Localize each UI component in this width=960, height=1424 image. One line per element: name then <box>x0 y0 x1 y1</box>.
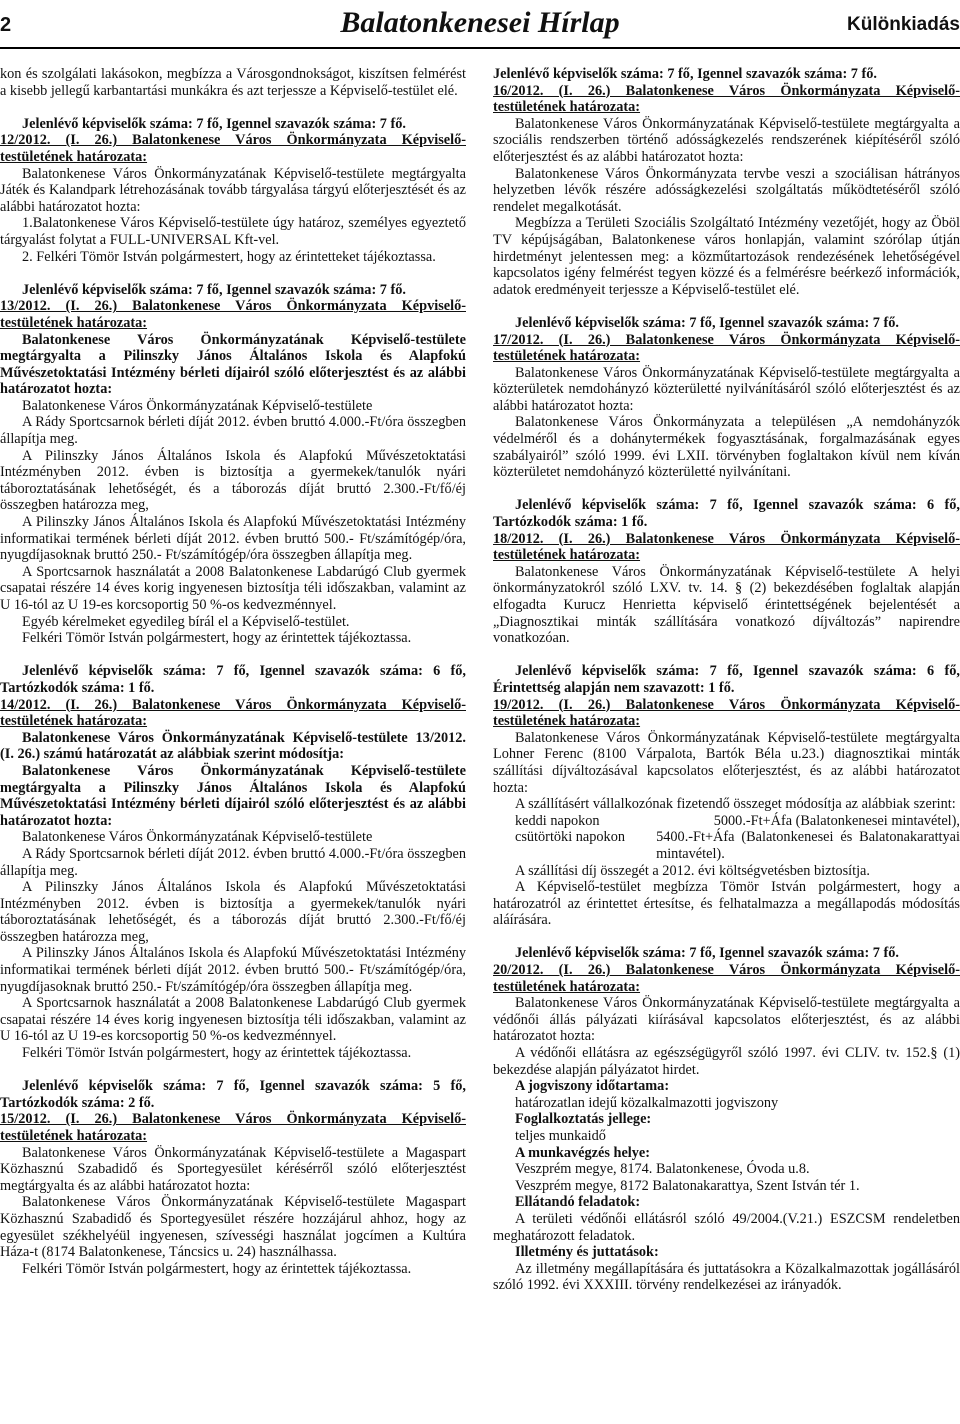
attendance-line: Jelenlévő képviselők száma: 7 fő, Igennel szavazók száma: 6 fő, Tartózkodók száma: 1 fő. <box>0 663 466 696</box>
paragraph: Balatonkenese Város Önkormányzatának Képviselő-testülete a Magaspart Közhasznú Szabadidő és Sportegyesület kérésérről szóló előterjesztést megtárgyalta és az alábbi határozatot hozta: <box>0 1144 466 1194</box>
attendance-line: Jelenlévő képviselők száma: 7 fő, Igennel szavazók száma: 7 fő. <box>22 115 406 132</box>
page-header <box>0 0 960 50</box>
paragraph: A Pilinszky János Általános Iskola és Alapfokú Művészetoktatási Intézményben 2012. évben is biztosítja a gyermekek/tanulók nyári táboroztatásának lehetőségét, és a táborozás díját bruttó 2.300.-Ft/fő/éj összegben határozza meg, <box>0 447 466 514</box>
paragraph: Balatonkenese Város Önkormányzatának Képviselő-testülete megtárgyalta Játék és Kalandpark létrehozásának tovább tárgyalása tárgyú előterjesztését és az alábbi határozatot hozta: <box>0 165 466 215</box>
resolution-number: 13/2012. (I. 26.) Balatonkenese Város Önkormányzata Képviselő-testületének határozata: <box>0 298 466 331</box>
left-column <box>0 66 466 1277</box>
resolution-number: 14/2012. (I. 26.) Balatonkenese Város Önkormányzata Képviselő-testületének határozata: <box>0 696 466 730</box>
price-row-label: csütörtöki napokon <box>515 829 625 846</box>
paragraph: A Sportcsarnok használatát a 2008 Balatonkenese Labdarúgó Club gyermek csapatai részére 14 éves korig ingyenesen biztosítja téli időszakban, valamint az U 16-tól az U 19-es korcsoportig 50 %-os kedvezménnyel. <box>0 995 466 1045</box>
subheading: Ellátandó feladatok: <box>515 1194 641 1211</box>
paragraph: A Pilinszky János Általános Iskola és Alapfokú Művészetoktatási Intézmény informatikai termének bérleti díját 2012. évben bruttó 500.- Ft/számítógép/óra, nyugdíjasoknak bruttó 250.- Ft/számítógép/óra összegben állapítja meg. <box>0 945 466 995</box>
header-rule <box>0 47 960 49</box>
paragraph: kon és szolgálati lakásokon, megbízza a Városgondnokságot, kiszítsen felmérést a kisebb jellegű karbantartási munkákra és azt terjessze a Képviselő-testület elé. <box>0 66 466 99</box>
paragraph: A területi védőnői ellátásról szóló 49/2004.(V.21.) ESZCSM rendeletben meghatározott feladatok. <box>493 1210 960 1244</box>
paragraph: teljes munkaidő <box>515 1128 606 1144</box>
paragraph: Az illetmény megállapítására és juttatásokra a Közalkalmazottak jogállásáról szóló 1992. évi XXXIII. törvény rendelkezései az irányadók. <box>493 1260 960 1294</box>
section-label: Különkiadás <box>847 14 960 35</box>
paragraph: A Pilinszky János Általános Iskola és Alapfokú Művészetoktatási Intézményben 2012. évben is biztosítja a gyermekek/tanulók nyári táboroztatásának lehetőségét, és a táborozás díját bruttó 2.300.-Ft/fő/éj összegben határozza meg, <box>0 879 466 945</box>
paragraph: Balatonkenese Város Önkormányzatának Képviselő-testülete megtárgyalta a Pilinszky János Általános Iskola és Alapfokú Művészetoktatási Intézmény bérleti díjairól szóló előterjesztést és az alábbi határozatot hozta: <box>0 331 466 398</box>
paragraph: Balatonkenese Város Önkormányzatának Képviselő-testülete megtárgyalta a védőnői állás pályázati kiírásával kapcsolatos előterjesztést, és az alábbi határozatot hozta: <box>493 995 960 1045</box>
paragraph: Balatonkenese Város Önkormányzatának Képviselő-testülete Magaspart Közhasznú Szabadidő és Sportegyesület részére hozzájárul ahhoz, hogy az egyesület székhelyéül ingyenesen, szívességi használat jogcímen a Kultúra Háza-t (8174 Balatonkenese, Táncsics u. 24) használhassa. <box>0 1194 466 1261</box>
paragraph: Balatonkenese Város Önkormányzatának Képviselő-testülete megtárgyalta a Pilinszky János Általános Iskola és Alapfokú Művészetoktatási Intézmény bérleti díjairól szóló előterjesztést és az alábbi határozatot hozta: <box>0 762 466 829</box>
paragraph: Balatonkenese Város Önkormányzatának Képviselő-testülete megtárgyalta a szociális rendszerben történő adósságkezelés rendszerének kiépítéséről szóló előterjesztést és az alábbi határozatot hozta: <box>493 115 960 165</box>
subheading: A munkavégzés helye: <box>515 1144 651 1161</box>
attendance-line: Jelenlévő képviselők száma: 7 fő, Igennel szavazók száma: 7 fő. <box>22 281 406 298</box>
newspaper-title: Balatonkenesei Hírlap <box>340 6 620 39</box>
paragraph: 2. Felkéri Tömör István polgármestert, hogy az érintetteket tájékoztassa. <box>22 248 436 265</box>
attendance-line: Jelenlévő képviselők száma: 7 fő, Igennel szavazók száma: 6 fő, Tartózkodók száma: 1 fő. <box>493 497 960 531</box>
price-row <box>493 813 960 830</box>
paragraph: Balatonkenese Város Önkormányzata tervbe veszi a szociálisan hátrányos helyzetben lévők részére adósságkezelési szolgáltatás működtetéséről szóló rendelet megalkotását. <box>493 165 960 215</box>
paragraph: Balatonkenese Város Önkormányzatának Képviselő-testülete 13/2012. (I. 26.) számú határozatát az alábbiak szerint módosítja: <box>0 729 466 763</box>
attendance-line: Jelenlévő képviselők száma: 7 fő, Igennel szavazók száma: 7 fő. <box>493 66 877 82</box>
paragraph: A Képviselő-testület megbízza Tömör István polgármestert, hogy a határozatról az érintettet értesítse, és felhatalmazza a megállapodás módosítás aláírására. <box>493 879 960 929</box>
paragraph: A Sportcsarnok használatát a 2008 Balatonkenese Labdarúgó Club gyermek csapatai részére 14 éves korig ingyenesen biztosítja téli időszakban, valamint az U 16-tól az U 19-es korcsoportig 50 %-os kedvezménnyel. <box>0 563 466 613</box>
paragraph: A szállítási díj összegét a 2012. évi költségvetésben biztosítja. <box>515 862 870 879</box>
resolution-number: 18/2012. (I. 26.) Balatonkenese Város Önkormányzata Képviselő-testületének határozata: <box>493 530 960 564</box>
resolution-number: 16/2012. (I. 26.) Balatonkenese Város Önkormányzata Képviselő-testületének határozata: <box>493 82 960 116</box>
subheading: Illetmény és juttatások: <box>515 1244 659 1261</box>
paragraph: 1.Balatonkenese Város Képviselő-testülete úgy határoz, személyes egyeztető tárgyalást folytat a FULL-UNIVERSAL Kft-vel. <box>0 215 466 248</box>
paragraph: Balatonkenese Város Önkormányzatának Képviselő-testülete megtárgyalta Lohner Ferenc (8100 Várpalota, Bartók Béla u.23.) diagnosztikai minták szállítási díjváltozásával kapcsolatos előterjesztést, és az alábbi határozatot hozta: <box>493 729 960 796</box>
resolution-number: 20/2012. (I. 26.) Balatonkenese Város Önkormányzata Képviselő-testületének határozata: <box>493 962 960 995</box>
paragraph: Felkéri Tömör István polgármestert, hogy az érintettek tájékoztassa. <box>22 630 412 647</box>
paragraph: Balatonkenese Város Önkormányzata a településen „A nemdohányzók védelméről és a dohánytermékek fogyasztásának, forgalmazásának egyes szabályairól” szóló 1999. évi LXII. törvényben foglaltakon kívül nem kíván közterületet nemdohányzó közterületté nyilvánítani. <box>493 414 960 481</box>
subheading: Foglalkoztatás jellege: <box>515 1111 652 1128</box>
resolution-number: 12/2012. (I. 26.) Balatonkenese Város Önkormányzata Képviselő-testületének határozata: <box>0 132 466 165</box>
price-row <box>493 829 960 862</box>
resolution-number: 17/2012. (I. 26.) Balatonkenese Város Önkormányzata Képviselő-testületének határozata: <box>493 331 960 365</box>
page-number: 2 <box>0 14 12 36</box>
paragraph: A védőnői ellátásra az egészségügyről szóló 1997. évi CLIV. tv. 152.§ (1) bekezdése alapján pályázatot hirdet. <box>493 1045 960 1078</box>
paragraph: A Rády Sportcsarnok bérleti díját 2012. évben bruttó 4.000.-Ft/óra összegben állapítja meg. <box>0 845 466 879</box>
price-row-value: 5000.-Ft+Áfa (Balatonkenesei mintavétel), <box>713 812 960 829</box>
attendance-line: Jelenlévő képviselők száma: 7 fő, Igennel szavazók száma: 5 fő, Tartózkodók száma: 2 fő. <box>0 1078 466 1111</box>
subheading: A jogviszony időtartama: <box>515 1078 670 1095</box>
paragraph: Veszprém megye, 8172 Balatonakarattya, Szent István tér 1. <box>515 1177 860 1194</box>
price-row-label: keddi napokon <box>515 812 600 829</box>
paragraph: Felkéri Tömör István polgármestert, hogy az érintettek tájékoztassa. <box>22 1045 412 1062</box>
price-row-value: 5400.-Ft+Áfa (Balatonkenesei és Balatonakarattyai mintavétel). <box>656 829 960 862</box>
paragraph: Egyéb kérelmeket egyedileg bírál el a Képviselő-testület. <box>22 613 350 630</box>
right-column <box>493 66 960 1294</box>
attendance-line: Jelenlévő képviselők száma: 7 fő, Igennel szavazók száma: 7 fő. <box>515 314 899 331</box>
attendance-line: Jelenlévő képviselők száma: 7 fő, Igennel szavazók száma: 7 fő. <box>515 945 899 962</box>
paragraph: Balatonkenese Város Önkormányzatának Képviselő-testülete A helyi önkormányzatokról szóló LXV. tv. 14. § (2) bekezdésében foglaltak alapján elfogadta Kurucz Henrietta képviselő érintettségének bejelentését a „Diagnosztikai minták szállítására vonatkozó díjváltozás” napirendre vonatkozóan. <box>493 563 960 647</box>
attendance-line: Jelenlévő képviselők száma: 7 fő, Igennel szavazók száma: 6 fő, Érintettség alapján nem szavazott: 1 fő. <box>493 663 960 696</box>
paragraph: Balatonkenese Város Önkormányzatának Képviselő-testülete <box>22 829 373 846</box>
paragraph: Felkéri Tömör István polgármestert, hogy az érintettek tájékoztassa. <box>22 1260 412 1277</box>
paragraph: Balatonkenese Város Önkormányzatának Képviselő-testülete <box>22 397 373 414</box>
resolution-number: 19/2012. (I. 26.) Balatonkenese Város Önkormányzata Képviselő-testületének határozata: <box>493 696 960 730</box>
paragraph: Veszprém megye, 8174. Balatonkenese, Óvoda u.8. <box>515 1161 810 1178</box>
paragraph: határozatlan idejű közalkalmazotti jogviszony <box>515 1094 779 1111</box>
resolution-number: 15/2012. (I. 26.) Balatonkenese Város Önkormányzata Képviselő-testületének határozata: <box>0 1111 466 1144</box>
paragraph: A szállításért vállalkozónak fizetendő összeget módosítja az alábbiak szerint: <box>515 796 956 813</box>
paragraph: Balatonkenese Város Önkormányzatának Képviselő-testülete megtárgyalta a közterületek nemdohányzó közterületté nyilvánításáról szóló előterjesztést és az alábbi határozatot hozta: <box>493 364 960 414</box>
paragraph: A Pilinszky János Általános Iskola és Alapfokú Művészetoktatási Intézmény informatikai termének bérleti díját 2012. évben bruttó 500.- Ft/számítógép/óra, nyugdíjasoknak bruttó 250.- Ft/számítógép/óra összegben állapítja meg. <box>0 514 466 564</box>
paragraph: Megbízza a Területi Szociális Szolgáltató Intézmény vezetőjét, hogy az Öböl TV képújságában, Balatonkenese város honlapján, valamint szórólap útján hirdetményt jelentessen meg: a közműtartozások rendezésének lehetőségével kapcsolatos igény felmérést tegyen közzé és a felmérésre beérkező információk, adatok eredményeit terjessze a Képviselő-testület elé. <box>493 215 960 298</box>
paragraph: A Rády Sportcsarnok bérleti díját 2012. évben bruttó 4.000.-Ft/óra összegben állapítja meg. <box>0 414 466 448</box>
